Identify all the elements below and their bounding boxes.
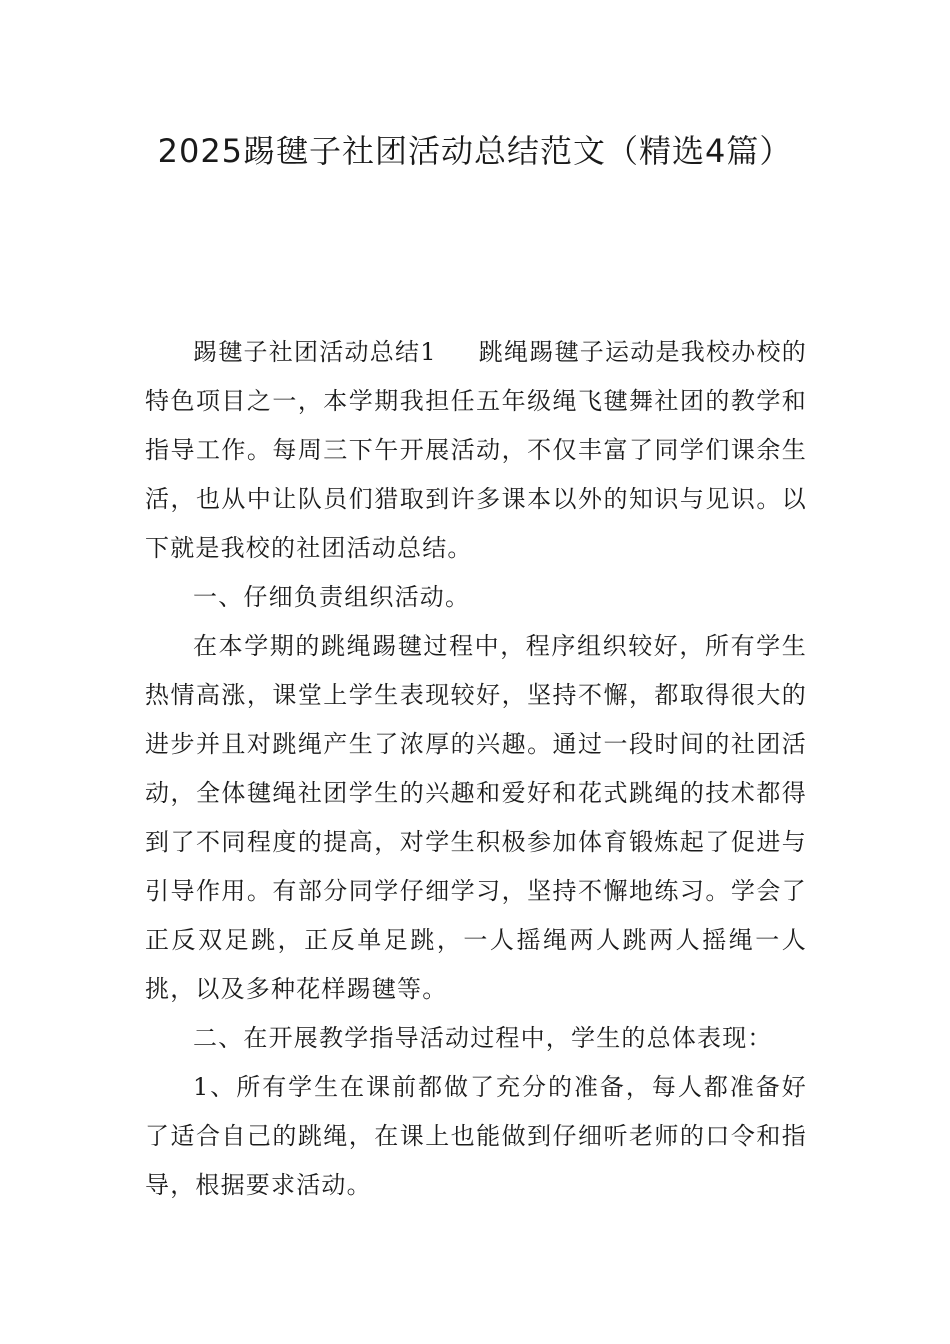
paragraph: 在本学期的跳绳踢毽过程中，程序组织较好，所有学生热情高涨，课堂上学生表现较好，坚持不懈，都取得很大的进步并且对跳绳产生了浓厚的兴趣。通过一段时间的社团活动，全体毽绳社团学生的兴趣和爱好和花式跳绳的技术都得到了不同程度的提高，对学生积极参加体育锻炼起了促进与引导作用。有部分同学仔细学习，坚持不懈地练习。学会了正反双足跳，正反单足跳，一人摇绳两人跳两人摇绳一人挑，以及多种花样踢毽等。 (145, 632, 807, 1003)
section-heading: 踢毽子社团活动总结1 (193, 338, 437, 366)
document-title: 2025踢毽子社团活动总结范文（精选4篇） (157, 132, 793, 170)
intro-paragraph (145, 328, 807, 573)
paragraph-text: 跳绳踢毽子运动是我校办校的特色项目之一，本学期我担任五年级绳飞毽舞社团的教学和指导工作。每周三下午开展活动，不仅丰富了同学们课余生活，也从中让队员们猎取到许多课本以外的知识与见识。以下就是我校的社团活动总结。 (145, 338, 807, 562)
paragraph: 二、在开展教学指导活动过程中，学生的总体表现： (193, 1024, 773, 1052)
document-body (145, 328, 807, 1210)
paragraph: 1、所有学生在课前都做了充分的准备，每人都准备好了适合自己的跳绳，在课上也能做到仔细听老师的口令和指导，根据要求活动。 (145, 1073, 807, 1199)
paragraph: 一、仔细负责组织活动。 (193, 583, 471, 611)
